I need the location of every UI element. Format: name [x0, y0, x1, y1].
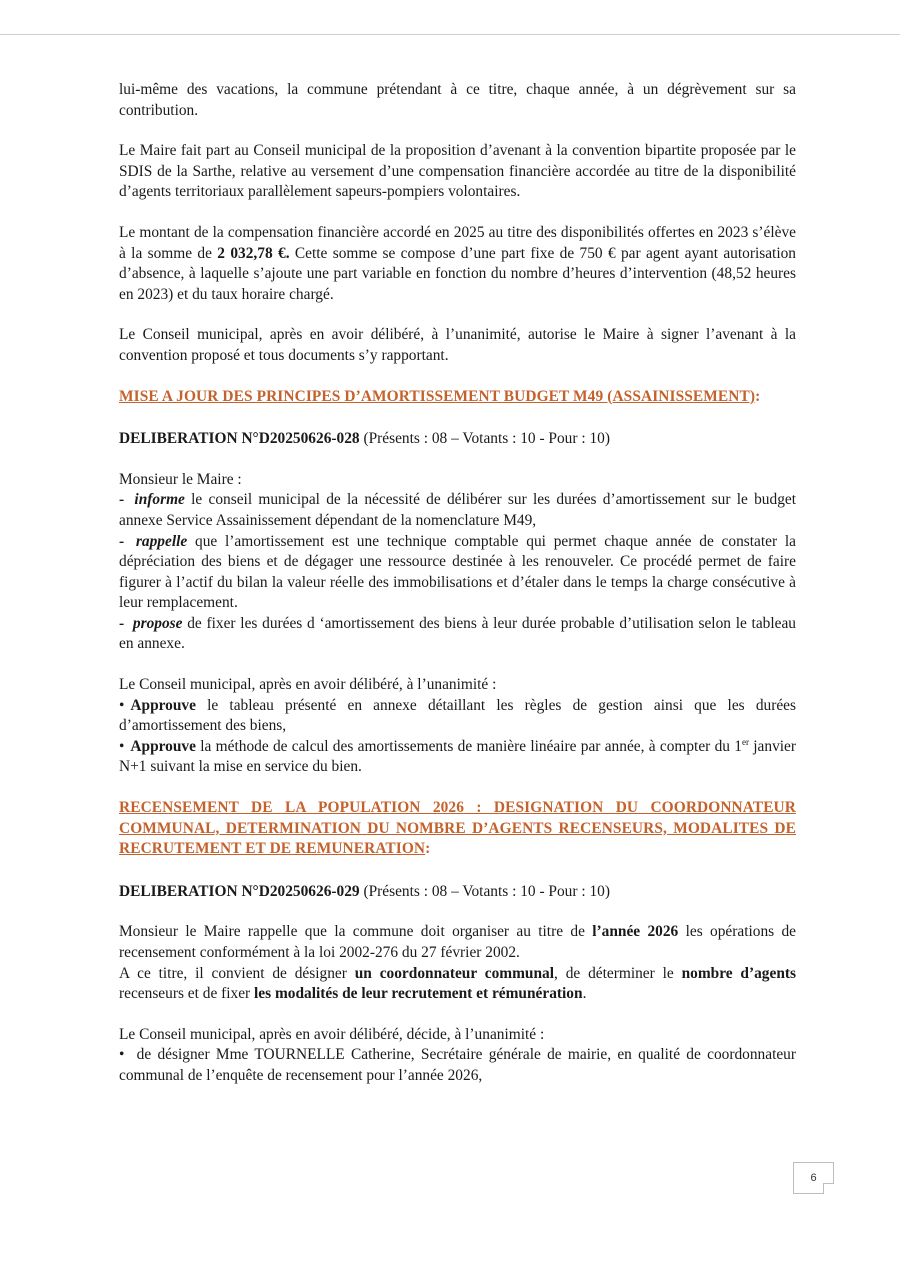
decision-item-coordinator [119, 1045, 796, 1086]
dash-marker: - [119, 614, 125, 632]
section-heading-recensement-text: RECENSEMENT DE LA POPULATION 2026 : DESIGNATION DU COORDONNATEUR COMMUNAL, DETERMINATION DU NOMBRE D’AGENTS RECENSEURS, MODALITES DE RECRUTEMENT ET DE REMUNERATION [119, 799, 796, 858]
section-heading-recensement [119, 798, 796, 860]
recensement-year: l’année 2026 [592, 923, 679, 941]
list-item-text: le conseil municipal de la nécessité de délibérer sur les durées d’amortissement sur le budget annexe Service Assainissement dépendant de la nomenclature M49, [119, 491, 796, 529]
section-heading-recensement-colon: : [425, 840, 431, 858]
dash-marker: - [119, 491, 125, 509]
page-fold-corner [823, 1183, 834, 1194]
decision-verb: Approuve [130, 696, 196, 714]
list-item-text: de fixer les durées d ‘amortissement des biens à leur durée probable d’utilisation selon le tableau en annexe. [119, 614, 796, 653]
paragraph-council-authorisation: Le Conseil municipal, après en avoir délibéré, à l’unanimité, autorise le Maire à signer l’avenant à la convention proposé et tous documents s’y rapportant. [119, 326, 796, 364]
designation-text-d: . [582, 985, 587, 1003]
section-heading-amortissement-text: MISE A JOUR DES PRINCIPES D’AMORTISSEMENT BUDGET M49 (ASSAINISSEMENT) [119, 387, 756, 405]
decision-item-approve-table [119, 696, 796, 737]
designation-agents: nombre d’agents [681, 964, 797, 982]
deliberation-029 [119, 882, 796, 903]
list-item-rappelle [119, 532, 796, 614]
maire-intro: Monsieur le Maire : [119, 470, 242, 488]
bullet-marker: • [119, 696, 125, 714]
designation-modalities: les modalités de leur recrutement et rémunération [254, 985, 583, 1003]
deliberation-029-counts: (Présents : 08 – Votants : 10 - Pour : 10) [359, 882, 610, 900]
paragraph-avenant-proposal: Le Maire fait part au Conseil municipal de la proposition d’avenant à la convention bipartite proposée par le SDIS de la Sarthe, relative au versement d’une compensation financière accordée au titre de la disponibilité d’agents territoriaux parallèlement sapeurs-pompiers volontaires. [119, 142, 796, 201]
list-item-text: que l’amortissement est une technique comptable qui permet chaque année de constater la dépréciation des biens et de dégager une ressource destinée à les renouveler. Ce procédé permet de faire figurer à l’actif du bilan la valeur réelle des immobilisations et d’étaler dans le temps la charge consécutive à leur remplacement. [119, 532, 796, 612]
decision-text-b: janvier N+1 suivant la mise en service du bien. [119, 737, 796, 776]
header-rule [0, 34, 900, 35]
amount-text-b: Cette somme se compose d’une part fixe de 750 € par agent ayant autorisation d’absence, à laquelle s’ajoute une part variable en fonction du nombre d’heures d’intervention (48,52 heures en 2023) et du taux horaire chargé. [119, 244, 796, 303]
list-item-verb: informe [134, 491, 185, 509]
section-heading-amortissement-colon: : [755, 387, 761, 405]
bullet-marker: • [119, 737, 125, 755]
deliberation-028-counts: (Présents : 08 – Votants : 10 - Pour : 10) [359, 430, 610, 448]
council-decision-intro-028: Le Conseil municipal, après en avoir délibéré, à l’unanimité : [119, 676, 497, 694]
amount-text-a: Le montant de la compensation financière accordé en 2025 au titre des disponibilités offertes en 2023 s’élève à la somme de [119, 223, 796, 262]
decision-verb: Approuve [130, 737, 196, 755]
council-decision-intro-029: Le Conseil municipal, après en avoir délibéré, décide, à l’unanimité : [119, 1025, 545, 1043]
designation-text-a: A ce titre, il convient de désigner [119, 964, 355, 982]
designation-text-b: , de déterminer le [554, 964, 682, 982]
ordinal-superscript: er [741, 736, 749, 747]
decision-item-approve-method [119, 737, 796, 778]
document-page [119, 80, 796, 1087]
decision-text: de désigner Mme TOURNELLE Catherine, Secrétaire générale de mairie, en qualité de coordonnateur communal de l’enquête de recensement pour l’année 2026, [119, 1046, 796, 1084]
compensation-amount: 2 032,78 €. [217, 244, 290, 262]
list-item-propose [119, 614, 796, 655]
dash-marker: - [119, 532, 125, 550]
paragraph-continuation: lui-même des vacations, la commune prétendant à ce titre, chaque année, à un dégrèvement sur sa contribution. [119, 81, 796, 119]
paragraph-recensement-designation [119, 964, 796, 1005]
decision-text-a: la méthode de calcul des amortissements de manière linéaire par année, à compter du 1 [195, 737, 742, 755]
section-heading-amortissement [119, 387, 796, 408]
recensement-text-a: Monsieur le Maire rappelle que la commune doit organiser au titre de [119, 923, 593, 941]
deliberation-028-number: DELIBERATION N°D20250626-028 [119, 430, 360, 448]
bullet-marker: • [119, 1046, 125, 1064]
paragraph-recensement-2026 [119, 922, 796, 963]
paragraph-compensation-amount [119, 223, 796, 305]
decision-text: le tableau présenté en annexe détaillant les règles de gestion ainsi que les durées d’amortissement des biens, [119, 696, 796, 735]
list-item-verb: rappelle [135, 532, 188, 550]
page-number-box [793, 1162, 834, 1194]
designation-coordinator: un coordonnateur communal [354, 964, 555, 982]
page-number: 6 [810, 1172, 817, 1184]
deliberation-029-number: DELIBERATION N°D20250626-029 [119, 882, 360, 900]
deliberation-028 [119, 429, 796, 450]
list-item-informe [119, 490, 796, 531]
list-item-verb: propose [132, 614, 183, 632]
designation-text-c: recenseurs et de fixer [119, 985, 255, 1003]
recensement-text-b: les opérations de recensement conformément à la loi 2002-276 du 27 février 2002. [119, 923, 796, 961]
